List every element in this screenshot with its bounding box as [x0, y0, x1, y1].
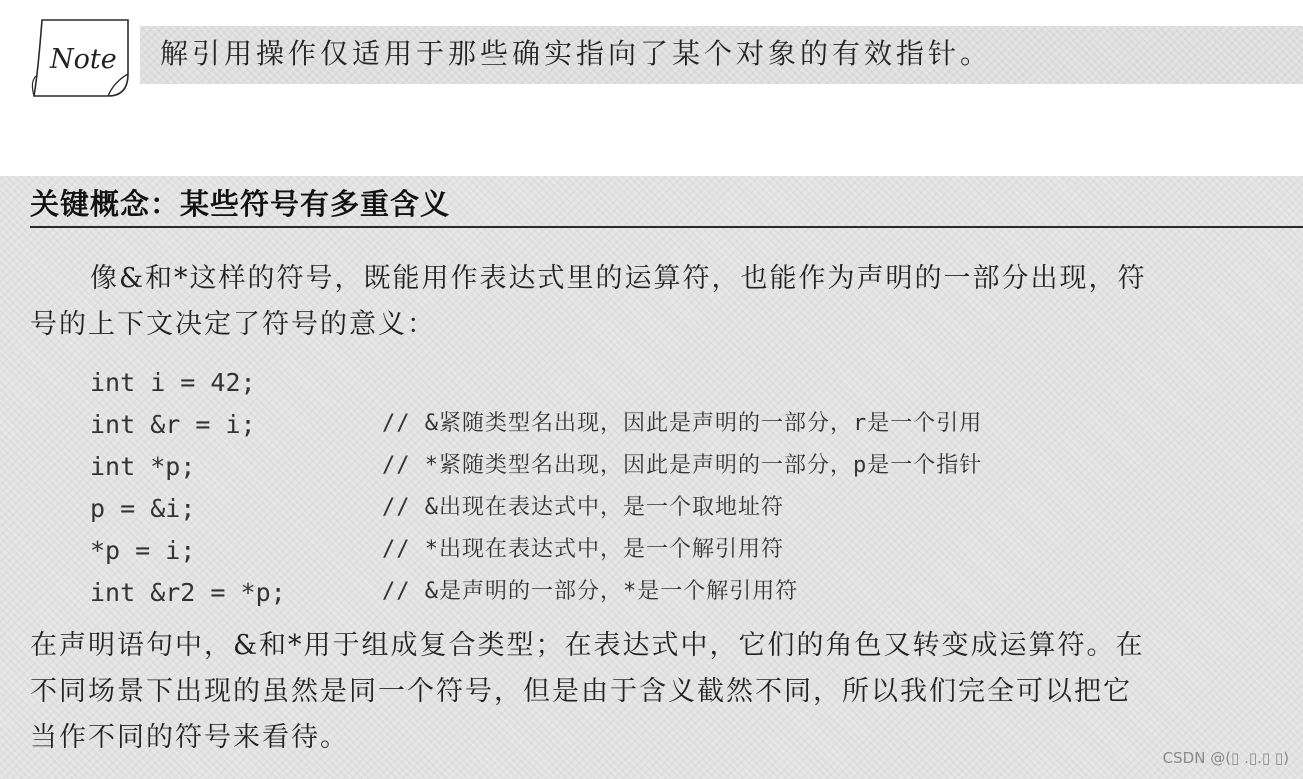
outro-paragraph — [30, 623, 1145, 761]
intro-paragraph — [30, 256, 1147, 348]
outro-line: 不同场景下出现的虽然是同一个符号，但是由于含义截然不同，所以我们完全可以把它 — [30, 676, 1132, 707]
note-text: 解引用操作仅适用于那些确实指向了某个对象的有效指针。 — [160, 37, 993, 70]
outro-line: 当作不同的符号来看待。 — [30, 722, 349, 753]
code-line — [90, 532, 1250, 574]
title-divider — [30, 226, 1303, 228]
code-comment: // &是声明的一部分，*是一个解引用符 — [382, 579, 799, 604]
code-line — [90, 574, 1250, 616]
code-line — [90, 490, 1250, 532]
code-statement: int &r = i; — [90, 410, 256, 439]
code-comment: // &出现在表达式中，是一个取地址符 — [382, 495, 784, 520]
concept-title: 关键概念：某些符号有多重含义 — [30, 187, 451, 221]
code-statement: p = &i; — [90, 494, 196, 523]
key-concept-panel — [0, 176, 1303, 779]
csdn-watermark: CSDN @(▯ .▯.▯ ▯) — [1162, 749, 1289, 767]
code-line — [90, 364, 1250, 406]
note-banner — [0, 0, 1303, 112]
note-paper-icon — [28, 12, 136, 102]
code-comment: // *紧随类型名出现，因此是声明的一部分，p是一个指针 — [382, 453, 983, 478]
intro-line: 号的上下文决定了符号的意义： — [30, 309, 436, 340]
code-line — [90, 448, 1250, 490]
code-comment: // *出现在表达式中，是一个解引用符 — [382, 537, 784, 562]
code-statement: int *p; — [90, 452, 196, 481]
code-statement: int &r2 = *p; — [90, 578, 286, 607]
code-statement: int i = 42; — [90, 368, 256, 397]
note-icon-label: Note — [50, 44, 117, 75]
code-statement: *p = i; — [90, 536, 196, 565]
code-comment: // &紧随类型名出现，因此是声明的一部分，r是一个引用 — [382, 411, 983, 436]
intro-line: 像&和*这样的符号，既能用作表达式里的运算符，也能作为声明的一部分出现，符 — [90, 263, 1147, 294]
outro-line: 在声明语句中，&和*用于组成复合类型；在表达式中，它们的角色又转变成运算符。在 — [30, 630, 1145, 661]
code-block — [90, 364, 1250, 616]
code-line — [90, 406, 1250, 448]
